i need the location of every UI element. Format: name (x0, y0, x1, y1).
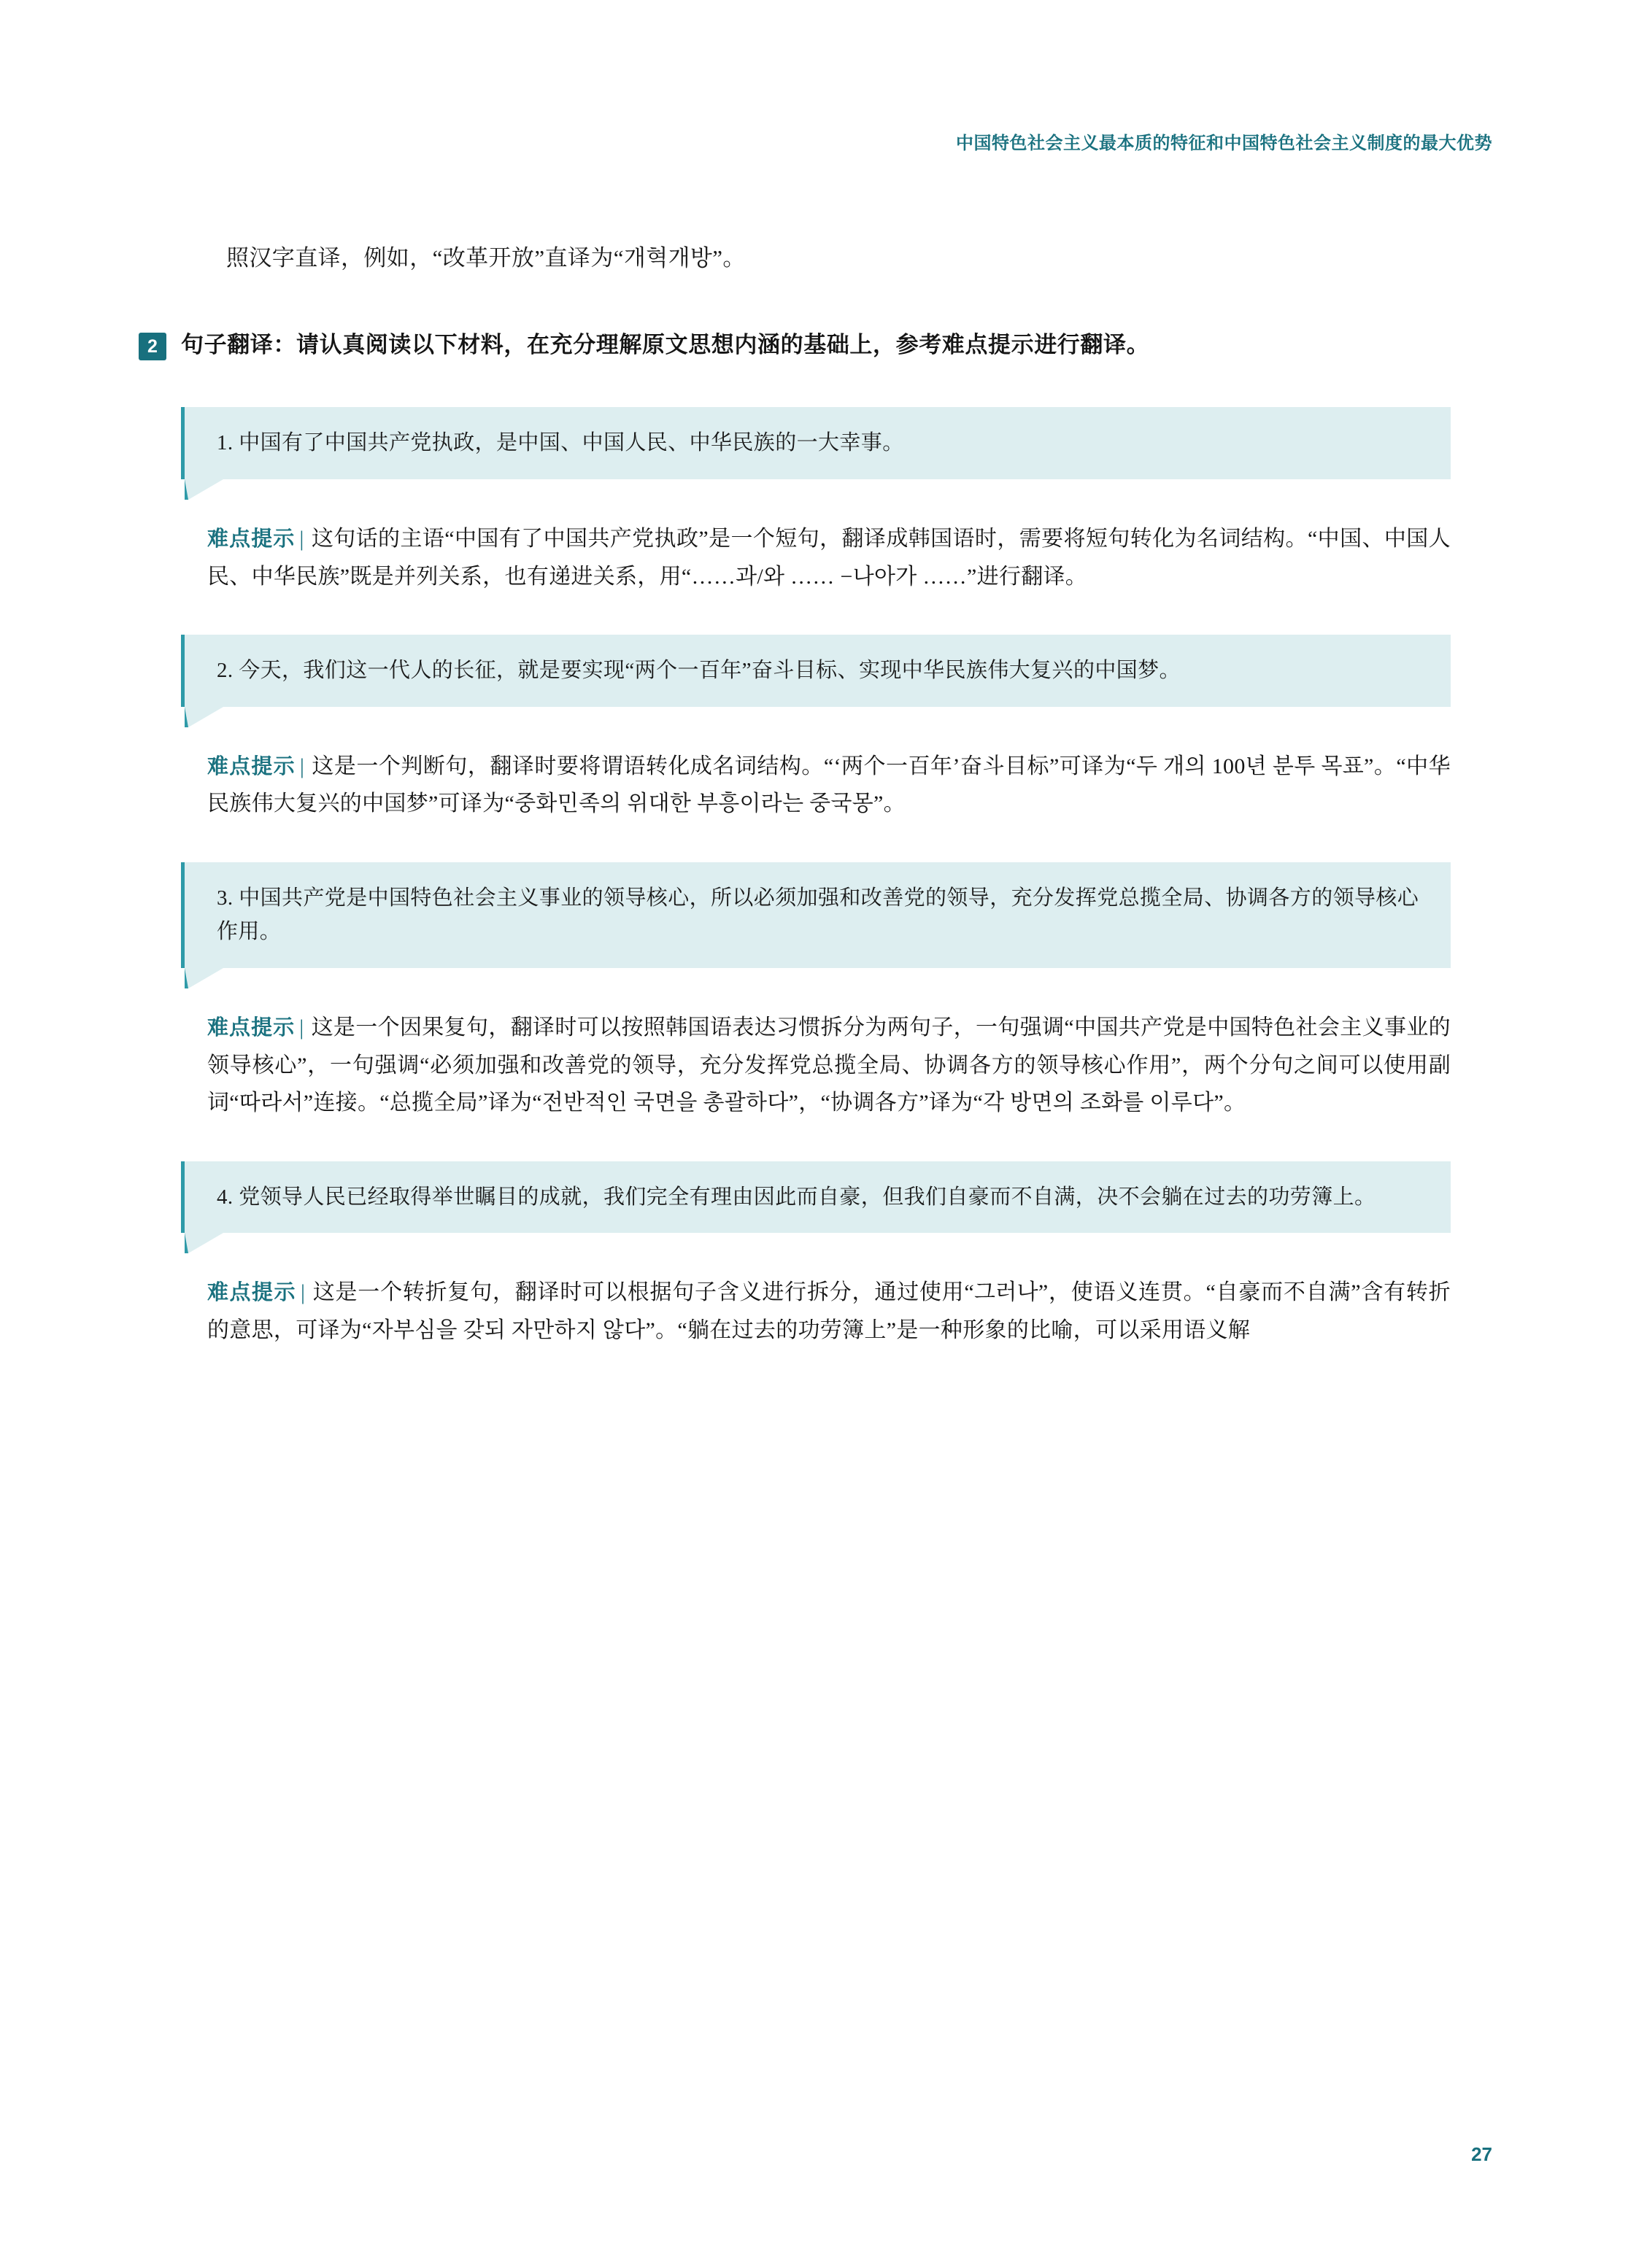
sentence-box: 2. 今天，我们这一代人的长征，就是要实现“两个一百年”奋斗目标、实现中华民族伟大复兴的中国梦。 (181, 635, 1451, 706)
hint-divider: | (299, 1015, 304, 1040)
hint-block (181, 520, 1451, 595)
sentence-box: 4. 党领导人民已经取得举世瞩目的成就，我们完全有理由因此而自豪，但我们自豪而不自满，决不会躺在过去的功劳簿上。 (181, 1161, 1451, 1233)
sentence-box: 1. 中国有了中国共产党执政，是中国、中国人民、中华民族的一大幸事。 (181, 407, 1451, 479)
sentence-box: 3. 中国共产党是中国特色社会主义事业的领导核心，所以必须加强和改善党的领导，充分发挥党总揽全局、协调各方的领导核心作用。 (181, 862, 1451, 968)
hint-text: 这句话的主语“中国有了中国共产党执政”是一个短句，翻译成韩国语时，需要将短句转化为名词结构。“中国、中国人民、中华民族”既是并列关系，也有递进关系，用“……과/와 …… −나아가 ……”进行翻译。 (207, 526, 1451, 589)
hint-label: 难点提示 (207, 1015, 296, 1040)
running-header: 中国特色社会主义最本质的特征和中国特色社会主义制度的最大优势 (956, 133, 1492, 153)
hint-label: 难点提示 (207, 527, 296, 551)
hint-block (181, 1009, 1451, 1122)
hint-label: 难点提示 (207, 754, 296, 778)
task-number-badge: 2 (139, 333, 166, 360)
task-heading-text: 句子翻译：请认真阅读以下材料，在充分理解原文思想内涵的基础上，参考难点提示进行翻译。 (181, 332, 1150, 358)
page-number: 27 (1471, 2143, 1492, 2165)
intro-paragraph: 照汉字直译，例如，“改革开放”直译为“개혁개방”。 (226, 245, 746, 271)
hint-divider: | (299, 754, 305, 778)
task-heading (139, 327, 1452, 363)
hint-block (181, 1274, 1451, 1349)
page-content (147, 241, 1451, 1389)
hint-block (181, 748, 1451, 823)
hint-label: 难点提示 (207, 1281, 296, 1305)
hint-divider: | (299, 526, 304, 551)
hint-text: 这是一个判断句，翻译时要将谓语转化成名词结构。“‘两个一百年’奋斗目标”可译为“두 개의 100년 분투 목표”。“中华民族伟大复兴的中国梦”可译为“중화민족의 위대한 부흥이라는 중국몽”。 (207, 754, 1451, 816)
hint-text: 这是一个因果复句，翻译时可以按照韩国语表达习惯拆分为两句子，一句强调“中国共产党是中国特色社会主义事业的领导核心”，一句强调“必须加强和改善党的领导，充分发挥党总揽全局、协调各方的领导核心作用”，两个分句之间可以使用副词“따라서”连接。“总揽全局”译为“전반적인 국면을 총괄하다”，“协调各方”译为“각 방면의 조화를 이루다”。 (207, 1015, 1451, 1115)
hint-text: 这是一个转折复句，翻译时可以根据句子含义进行拆分，通过使用“그러나”，使语义连贯。“自豪而不自满”含有转折的意思，可译为“자부심을 갖되 자만하지 않다”。“躺在过去的功劳簿上”是一种形象的比喻，可以采用语义解 (207, 1280, 1451, 1343)
hint-divider: | (300, 1280, 306, 1305)
